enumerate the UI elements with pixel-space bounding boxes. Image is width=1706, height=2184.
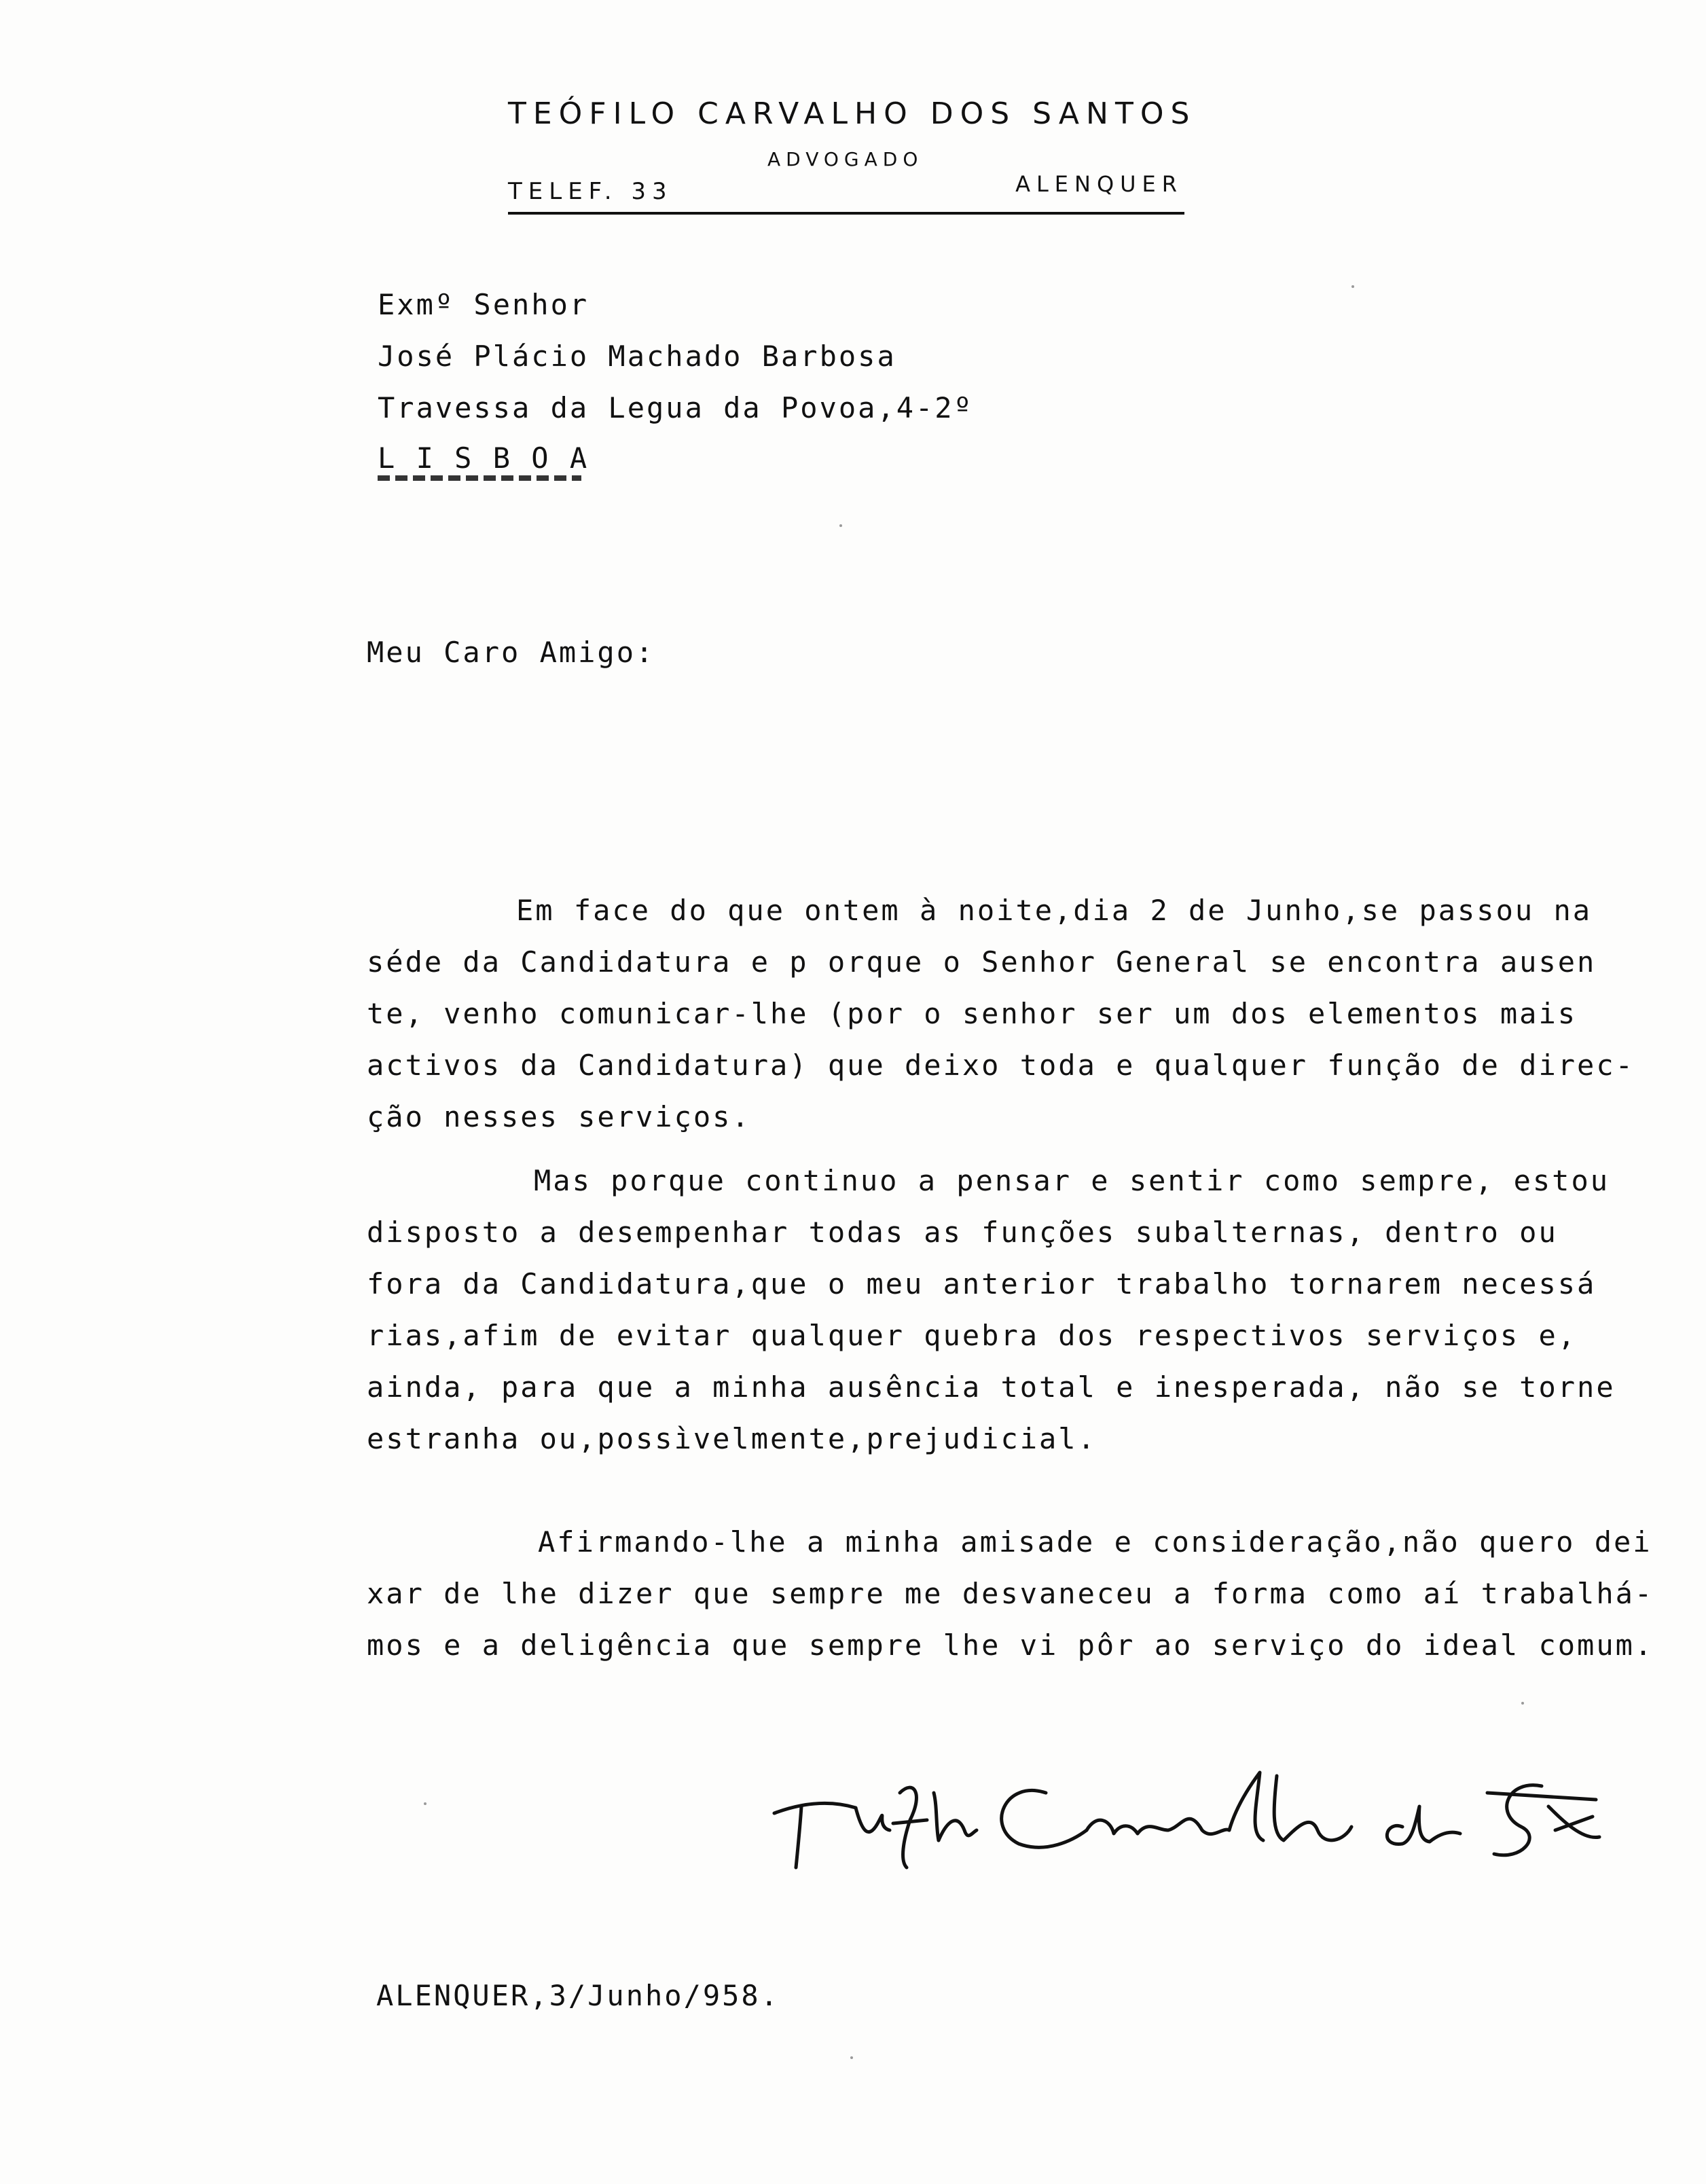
date-line: ALENQUER,3/Junho/958.	[376, 1979, 780, 2012]
salutation: Meu Caro Amigo:	[367, 636, 655, 669]
paragraph-1-line-2: séde da Candidatura e p orque o Senhor General se encontra ausen	[367, 945, 1597, 979]
address-line-3: Travessa da Legua da Povoa,4-2º	[378, 391, 973, 424]
letterhead-phone: TELEF. 33	[508, 178, 673, 205]
scan-speck	[850, 2056, 853, 2059]
paragraph-1-line-5: ção nesses serviços.	[367, 1100, 751, 1133]
paragraph-2-line-6: estranha ou,possìvelmente,prejudicial.	[367, 1422, 1097, 1455]
letterhead-rule	[508, 212, 1184, 215]
letterhead-town: ALENQUER	[1015, 171, 1183, 197]
paragraph-1-line-4: activos da Candidatura) que deixo toda e qualquer função de direc-	[367, 1049, 1635, 1082]
paragraph-3-line-2: xar de lhe dizer que sempre me desvaneceu a forma como aí trabalhá-	[367, 1577, 1654, 1610]
address-city: L I S B O A	[378, 441, 589, 475]
scan-speck	[839, 524, 842, 527]
paragraph-2-line-3: fora da Candidatura,que o meu anterior trabalho tornarem necessá	[367, 1267, 1597, 1300]
handwritten-signature	[761, 1766, 1603, 1874]
paragraph-1-line-1: Em face do que ontem à noite,dia 2 de Junho,se passou na	[516, 894, 1593, 927]
address-line-1: Exmº Senhor	[378, 288, 589, 321]
paragraph-2-line-4: rias,afim de evitar qualquer quebra dos respectivos serviços e,	[367, 1319, 1578, 1352]
letterhead-profession: ADVOGADO	[767, 148, 924, 170]
paragraph-3-line-1: Afirmando-lhe a minha amisade e consideração,não quero dei	[538, 1525, 1652, 1559]
letterhead-name: TEÓFILO CARVALHO DOS SANTOS	[508, 96, 1197, 131]
paragraph-2-line-1: Mas porque continuo a pensar e sentir como sempre, estou	[534, 1164, 1610, 1197]
scan-speck	[424, 1802, 426, 1805]
paragraph-3-line-3: mos e a deligência que sempre lhe vi pôr ao serviço do ideal comum.	[367, 1628, 1654, 1662]
paragraph-2-line-2: disposto a desempenhar todas as funções subalternas, dentro ou	[367, 1216, 1558, 1249]
address-line-2: José Plácio Machado Barbosa	[378, 340, 896, 373]
paragraph-1-line-3: te, venho comunicar-lhe (por o senhor ser um dos elementos mais	[367, 997, 1578, 1030]
scan-speck	[1351, 285, 1354, 288]
paragraph-2-line-5: ainda, para que a minha ausência total e inesperada, não se torne	[367, 1370, 1616, 1404]
city-double-underline	[378, 475, 581, 481]
scan-speck	[1521, 1702, 1524, 1705]
